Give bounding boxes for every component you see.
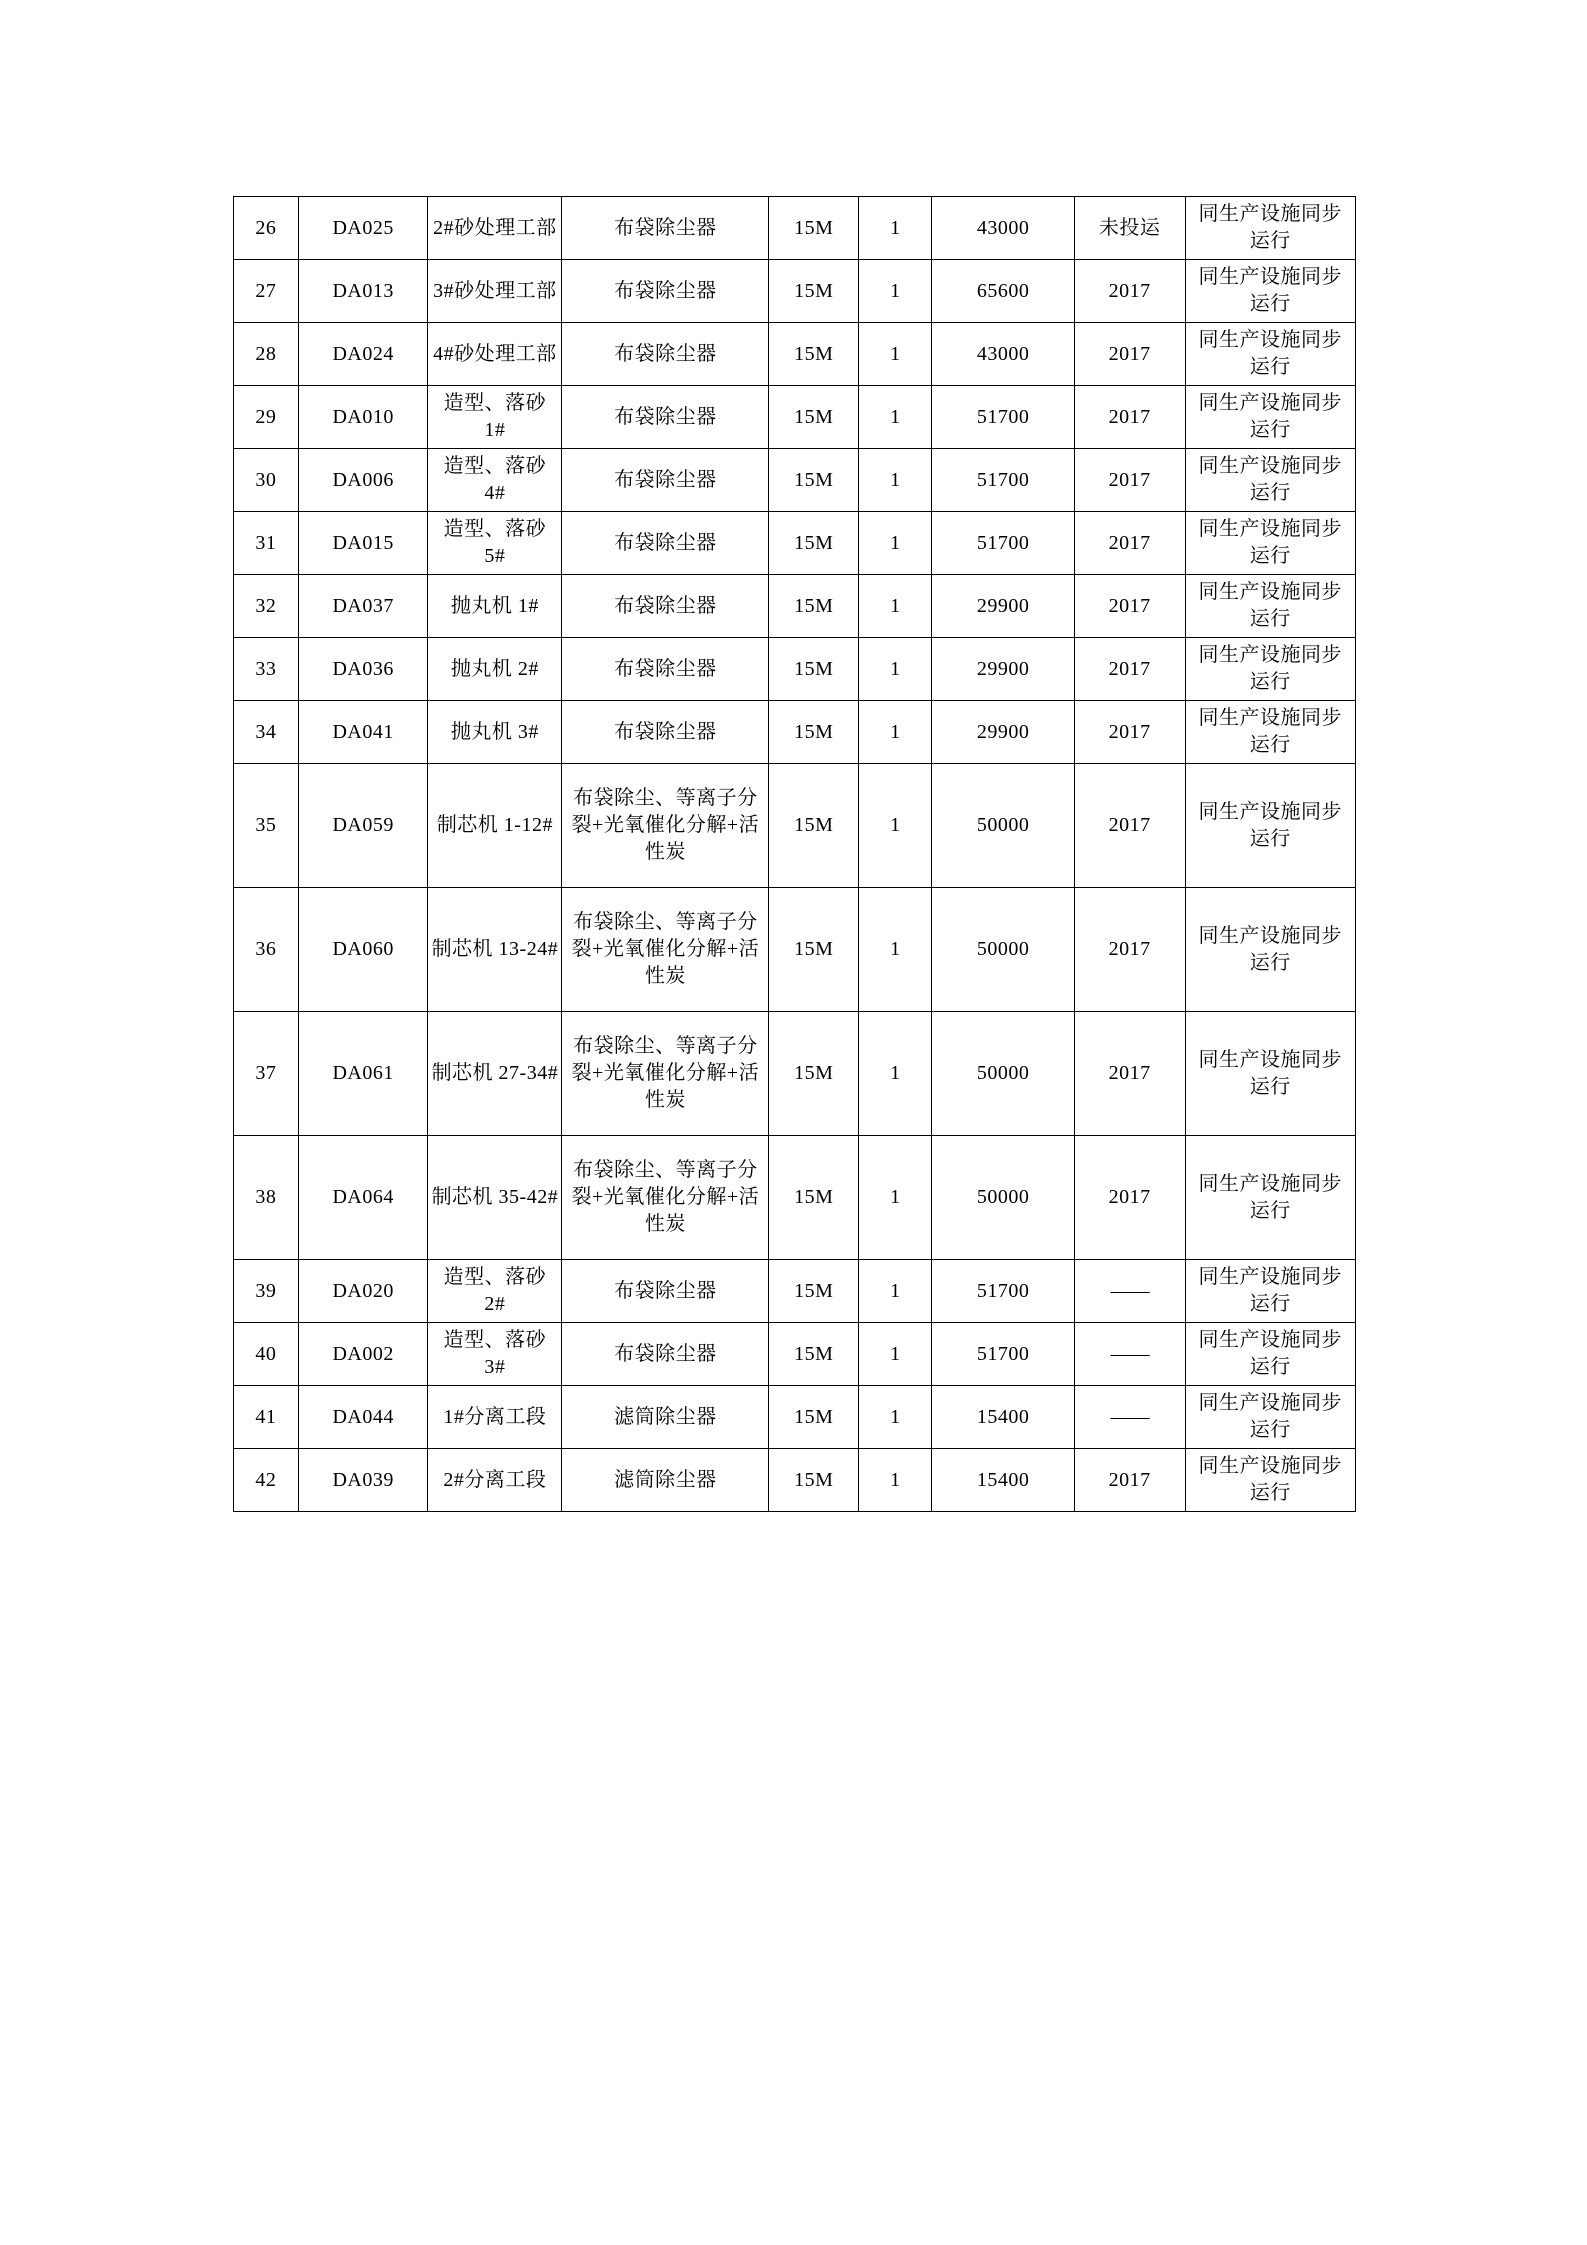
cell-flow: 65600 xyxy=(932,260,1074,323)
cell-flow: 29900 xyxy=(932,575,1074,638)
cell-stack-height: 15M xyxy=(769,386,859,449)
cell-note: 同生产设施同步运行 xyxy=(1185,701,1356,764)
cell-outlet-code: DA061 xyxy=(298,1012,428,1136)
cell-device: 布袋除尘器 xyxy=(562,260,769,323)
cell-count: 1 xyxy=(859,386,932,449)
cell-flow: 50000 xyxy=(932,1136,1074,1260)
cell-device: 布袋除尘器 xyxy=(562,638,769,701)
cell-count: 1 xyxy=(859,764,932,888)
cell-stack-height: 15M xyxy=(769,1323,859,1386)
table-row xyxy=(234,1260,1356,1323)
cell-stack-height: 15M xyxy=(769,638,859,701)
cell-note: 同生产设施同步运行 xyxy=(1185,197,1356,260)
cell-index: 39 xyxy=(234,1260,299,1323)
cell-count: 1 xyxy=(859,197,932,260)
cell-note: 同生产设施同步运行 xyxy=(1185,888,1356,1012)
cell-flow: 50000 xyxy=(932,888,1074,1012)
table-row xyxy=(234,386,1356,449)
cell-index: 30 xyxy=(234,449,299,512)
cell-note: 同生产设施同步运行 xyxy=(1185,1386,1356,1449)
cell-year: 2017 xyxy=(1074,1136,1185,1260)
cell-source: 造型、落砂 5# xyxy=(428,512,562,575)
cell-device: 滤筒除尘器 xyxy=(562,1386,769,1449)
cell-device: 布袋除尘器 xyxy=(562,512,769,575)
cell-stack-height: 15M xyxy=(769,260,859,323)
cell-index: 42 xyxy=(234,1449,299,1512)
cell-year: —— xyxy=(1074,1386,1185,1449)
cell-index: 28 xyxy=(234,323,299,386)
cell-outlet-code: DA036 xyxy=(298,638,428,701)
cell-source: 制芯机 27-34# xyxy=(428,1012,562,1136)
cell-index: 27 xyxy=(234,260,299,323)
cell-note: 同生产设施同步运行 xyxy=(1185,260,1356,323)
cell-year: —— xyxy=(1074,1260,1185,1323)
cell-year: 2017 xyxy=(1074,1012,1185,1136)
cell-device: 布袋除尘器 xyxy=(562,701,769,764)
cell-count: 1 xyxy=(859,1012,932,1136)
cell-index: 34 xyxy=(234,701,299,764)
cell-device: 布袋除尘器 xyxy=(562,386,769,449)
cell-flow: 51700 xyxy=(932,386,1074,449)
cell-year: 2017 xyxy=(1074,701,1185,764)
cell-outlet-code: DA006 xyxy=(298,449,428,512)
cell-count: 1 xyxy=(859,1386,932,1449)
cell-note: 同生产设施同步运行 xyxy=(1185,1012,1356,1136)
cell-outlet-code: DA002 xyxy=(298,1323,428,1386)
cell-note: 同生产设施同步运行 xyxy=(1185,764,1356,888)
table-container xyxy=(233,196,1356,1512)
cell-flow: 29900 xyxy=(932,701,1074,764)
cell-device: 布袋除尘器 xyxy=(562,323,769,386)
cell-count: 1 xyxy=(859,888,932,1012)
cell-note: 同生产设施同步运行 xyxy=(1185,1136,1356,1260)
cell-flow: 15400 xyxy=(932,1449,1074,1512)
table-row xyxy=(234,1449,1356,1512)
cell-flow: 51700 xyxy=(932,512,1074,575)
cell-source: 4#砂处理工部 xyxy=(428,323,562,386)
cell-outlet-code: DA064 xyxy=(298,1136,428,1260)
table-row xyxy=(234,701,1356,764)
cell-index: 36 xyxy=(234,888,299,1012)
cell-source: 造型、落砂 1# xyxy=(428,386,562,449)
table-row xyxy=(234,449,1356,512)
cell-count: 1 xyxy=(859,449,932,512)
cell-stack-height: 15M xyxy=(769,764,859,888)
cell-year: 2017 xyxy=(1074,386,1185,449)
cell-flow: 51700 xyxy=(932,1323,1074,1386)
cell-index: 31 xyxy=(234,512,299,575)
table-row xyxy=(234,764,1356,888)
cell-count: 1 xyxy=(859,1449,932,1512)
cell-note: 同生产设施同步运行 xyxy=(1185,1323,1356,1386)
cell-device: 布袋除尘器 xyxy=(562,449,769,512)
cell-outlet-code: DA020 xyxy=(298,1260,428,1323)
cell-flow: 15400 xyxy=(932,1386,1074,1449)
cell-year: 2017 xyxy=(1074,512,1185,575)
cell-flow: 51700 xyxy=(932,1260,1074,1323)
cell-stack-height: 15M xyxy=(769,1260,859,1323)
cell-note: 同生产设施同步运行 xyxy=(1185,1449,1356,1512)
table-row xyxy=(234,1323,1356,1386)
cell-device: 布袋除尘器 xyxy=(562,1260,769,1323)
cell-device: 布袋除尘、等离子分裂+光氧催化分解+活性炭 xyxy=(562,1012,769,1136)
cell-device: 布袋除尘、等离子分裂+光氧催化分解+活性炭 xyxy=(562,1136,769,1260)
cell-year: 2017 xyxy=(1074,260,1185,323)
table-row xyxy=(234,1386,1356,1449)
cell-source: 制芯机 1-12# xyxy=(428,764,562,888)
cell-device: 布袋除尘、等离子分裂+光氧催化分解+活性炭 xyxy=(562,888,769,1012)
cell-outlet-code: DA010 xyxy=(298,386,428,449)
cell-flow: 50000 xyxy=(932,1012,1074,1136)
cell-stack-height: 15M xyxy=(769,449,859,512)
cell-year: 2017 xyxy=(1074,638,1185,701)
cell-index: 29 xyxy=(234,386,299,449)
cell-count: 1 xyxy=(859,575,932,638)
cell-note: 同生产设施同步运行 xyxy=(1185,575,1356,638)
cell-flow: 43000 xyxy=(932,323,1074,386)
cell-index: 35 xyxy=(234,764,299,888)
cell-stack-height: 15M xyxy=(769,512,859,575)
table-body xyxy=(234,197,1356,1512)
cell-count: 1 xyxy=(859,1260,932,1323)
cell-device: 布袋除尘器 xyxy=(562,575,769,638)
table-row xyxy=(234,260,1356,323)
cell-source: 1#分离工段 xyxy=(428,1386,562,1449)
cell-device: 滤筒除尘器 xyxy=(562,1449,769,1512)
cell-count: 1 xyxy=(859,323,932,386)
cell-note: 同生产设施同步运行 xyxy=(1185,638,1356,701)
cell-year: 2017 xyxy=(1074,764,1185,888)
cell-count: 1 xyxy=(859,1323,932,1386)
table-row xyxy=(234,197,1356,260)
cell-outlet-code: DA044 xyxy=(298,1386,428,1449)
cell-index: 37 xyxy=(234,1012,299,1136)
cell-year: —— xyxy=(1074,1323,1185,1386)
cell-note: 同生产设施同步运行 xyxy=(1185,323,1356,386)
cell-outlet-code: DA059 xyxy=(298,764,428,888)
cell-source: 抛丸机 2# xyxy=(428,638,562,701)
cell-device: 布袋除尘器 xyxy=(562,1323,769,1386)
cell-outlet-code: DA041 xyxy=(298,701,428,764)
cell-flow: 50000 xyxy=(932,764,1074,888)
cell-source: 造型、落砂 4# xyxy=(428,449,562,512)
cell-note: 同生产设施同步运行 xyxy=(1185,512,1356,575)
cell-index: 40 xyxy=(234,1323,299,1386)
cell-outlet-code: DA037 xyxy=(298,575,428,638)
cell-flow: 43000 xyxy=(932,197,1074,260)
cell-source: 制芯机 13-24# xyxy=(428,888,562,1012)
table-row xyxy=(234,1012,1356,1136)
cell-note: 同生产设施同步运行 xyxy=(1185,1260,1356,1323)
cell-index: 41 xyxy=(234,1386,299,1449)
cell-count: 1 xyxy=(859,701,932,764)
cell-index: 38 xyxy=(234,1136,299,1260)
table-row xyxy=(234,575,1356,638)
cell-index: 32 xyxy=(234,575,299,638)
cell-year: 2017 xyxy=(1074,323,1185,386)
cell-source: 抛丸机 1# xyxy=(428,575,562,638)
cell-stack-height: 15M xyxy=(769,1386,859,1449)
cell-source: 2#分离工段 xyxy=(428,1449,562,1512)
cell-outlet-code: DA039 xyxy=(298,1449,428,1512)
table-row xyxy=(234,638,1356,701)
cell-stack-height: 15M xyxy=(769,323,859,386)
cell-source: 抛丸机 3# xyxy=(428,701,562,764)
cell-stack-height: 15M xyxy=(769,701,859,764)
cell-year: 2017 xyxy=(1074,1449,1185,1512)
cell-count: 1 xyxy=(859,260,932,323)
cell-stack-height: 15M xyxy=(769,197,859,260)
cell-source: 制芯机 35-42# xyxy=(428,1136,562,1260)
cell-flow: 29900 xyxy=(932,638,1074,701)
table-row xyxy=(234,888,1356,1012)
cell-index: 33 xyxy=(234,638,299,701)
cell-flow: 51700 xyxy=(932,449,1074,512)
cell-device: 布袋除尘器 xyxy=(562,197,769,260)
cell-stack-height: 15M xyxy=(769,888,859,1012)
cell-year: 2017 xyxy=(1074,575,1185,638)
cell-outlet-code: DA060 xyxy=(298,888,428,1012)
cell-source: 造型、落砂 2# xyxy=(428,1260,562,1323)
cell-note: 同生产设施同步运行 xyxy=(1185,386,1356,449)
cell-note: 同生产设施同步运行 xyxy=(1185,449,1356,512)
cell-outlet-code: DA013 xyxy=(298,260,428,323)
cell-source: 2#砂处理工部 xyxy=(428,197,562,260)
cell-year: 2017 xyxy=(1074,449,1185,512)
cell-source: 造型、落砂 3# xyxy=(428,1323,562,1386)
cell-stack-height: 15M xyxy=(769,575,859,638)
cell-count: 1 xyxy=(859,638,932,701)
cell-year: 未投运 xyxy=(1074,197,1185,260)
cell-count: 1 xyxy=(859,1136,932,1260)
cell-outlet-code: DA024 xyxy=(298,323,428,386)
table-row xyxy=(234,1136,1356,1260)
emission-facility-table xyxy=(233,196,1356,1512)
cell-outlet-code: DA025 xyxy=(298,197,428,260)
cell-source: 3#砂处理工部 xyxy=(428,260,562,323)
cell-index: 26 xyxy=(234,197,299,260)
table-row xyxy=(234,323,1356,386)
cell-stack-height: 15M xyxy=(769,1012,859,1136)
cell-year: 2017 xyxy=(1074,888,1185,1012)
cell-outlet-code: DA015 xyxy=(298,512,428,575)
cell-stack-height: 15M xyxy=(769,1136,859,1260)
cell-device: 布袋除尘、等离子分裂+光氧催化分解+活性炭 xyxy=(562,764,769,888)
cell-stack-height: 15M xyxy=(769,1449,859,1512)
table-row xyxy=(234,512,1356,575)
cell-count: 1 xyxy=(859,512,932,575)
